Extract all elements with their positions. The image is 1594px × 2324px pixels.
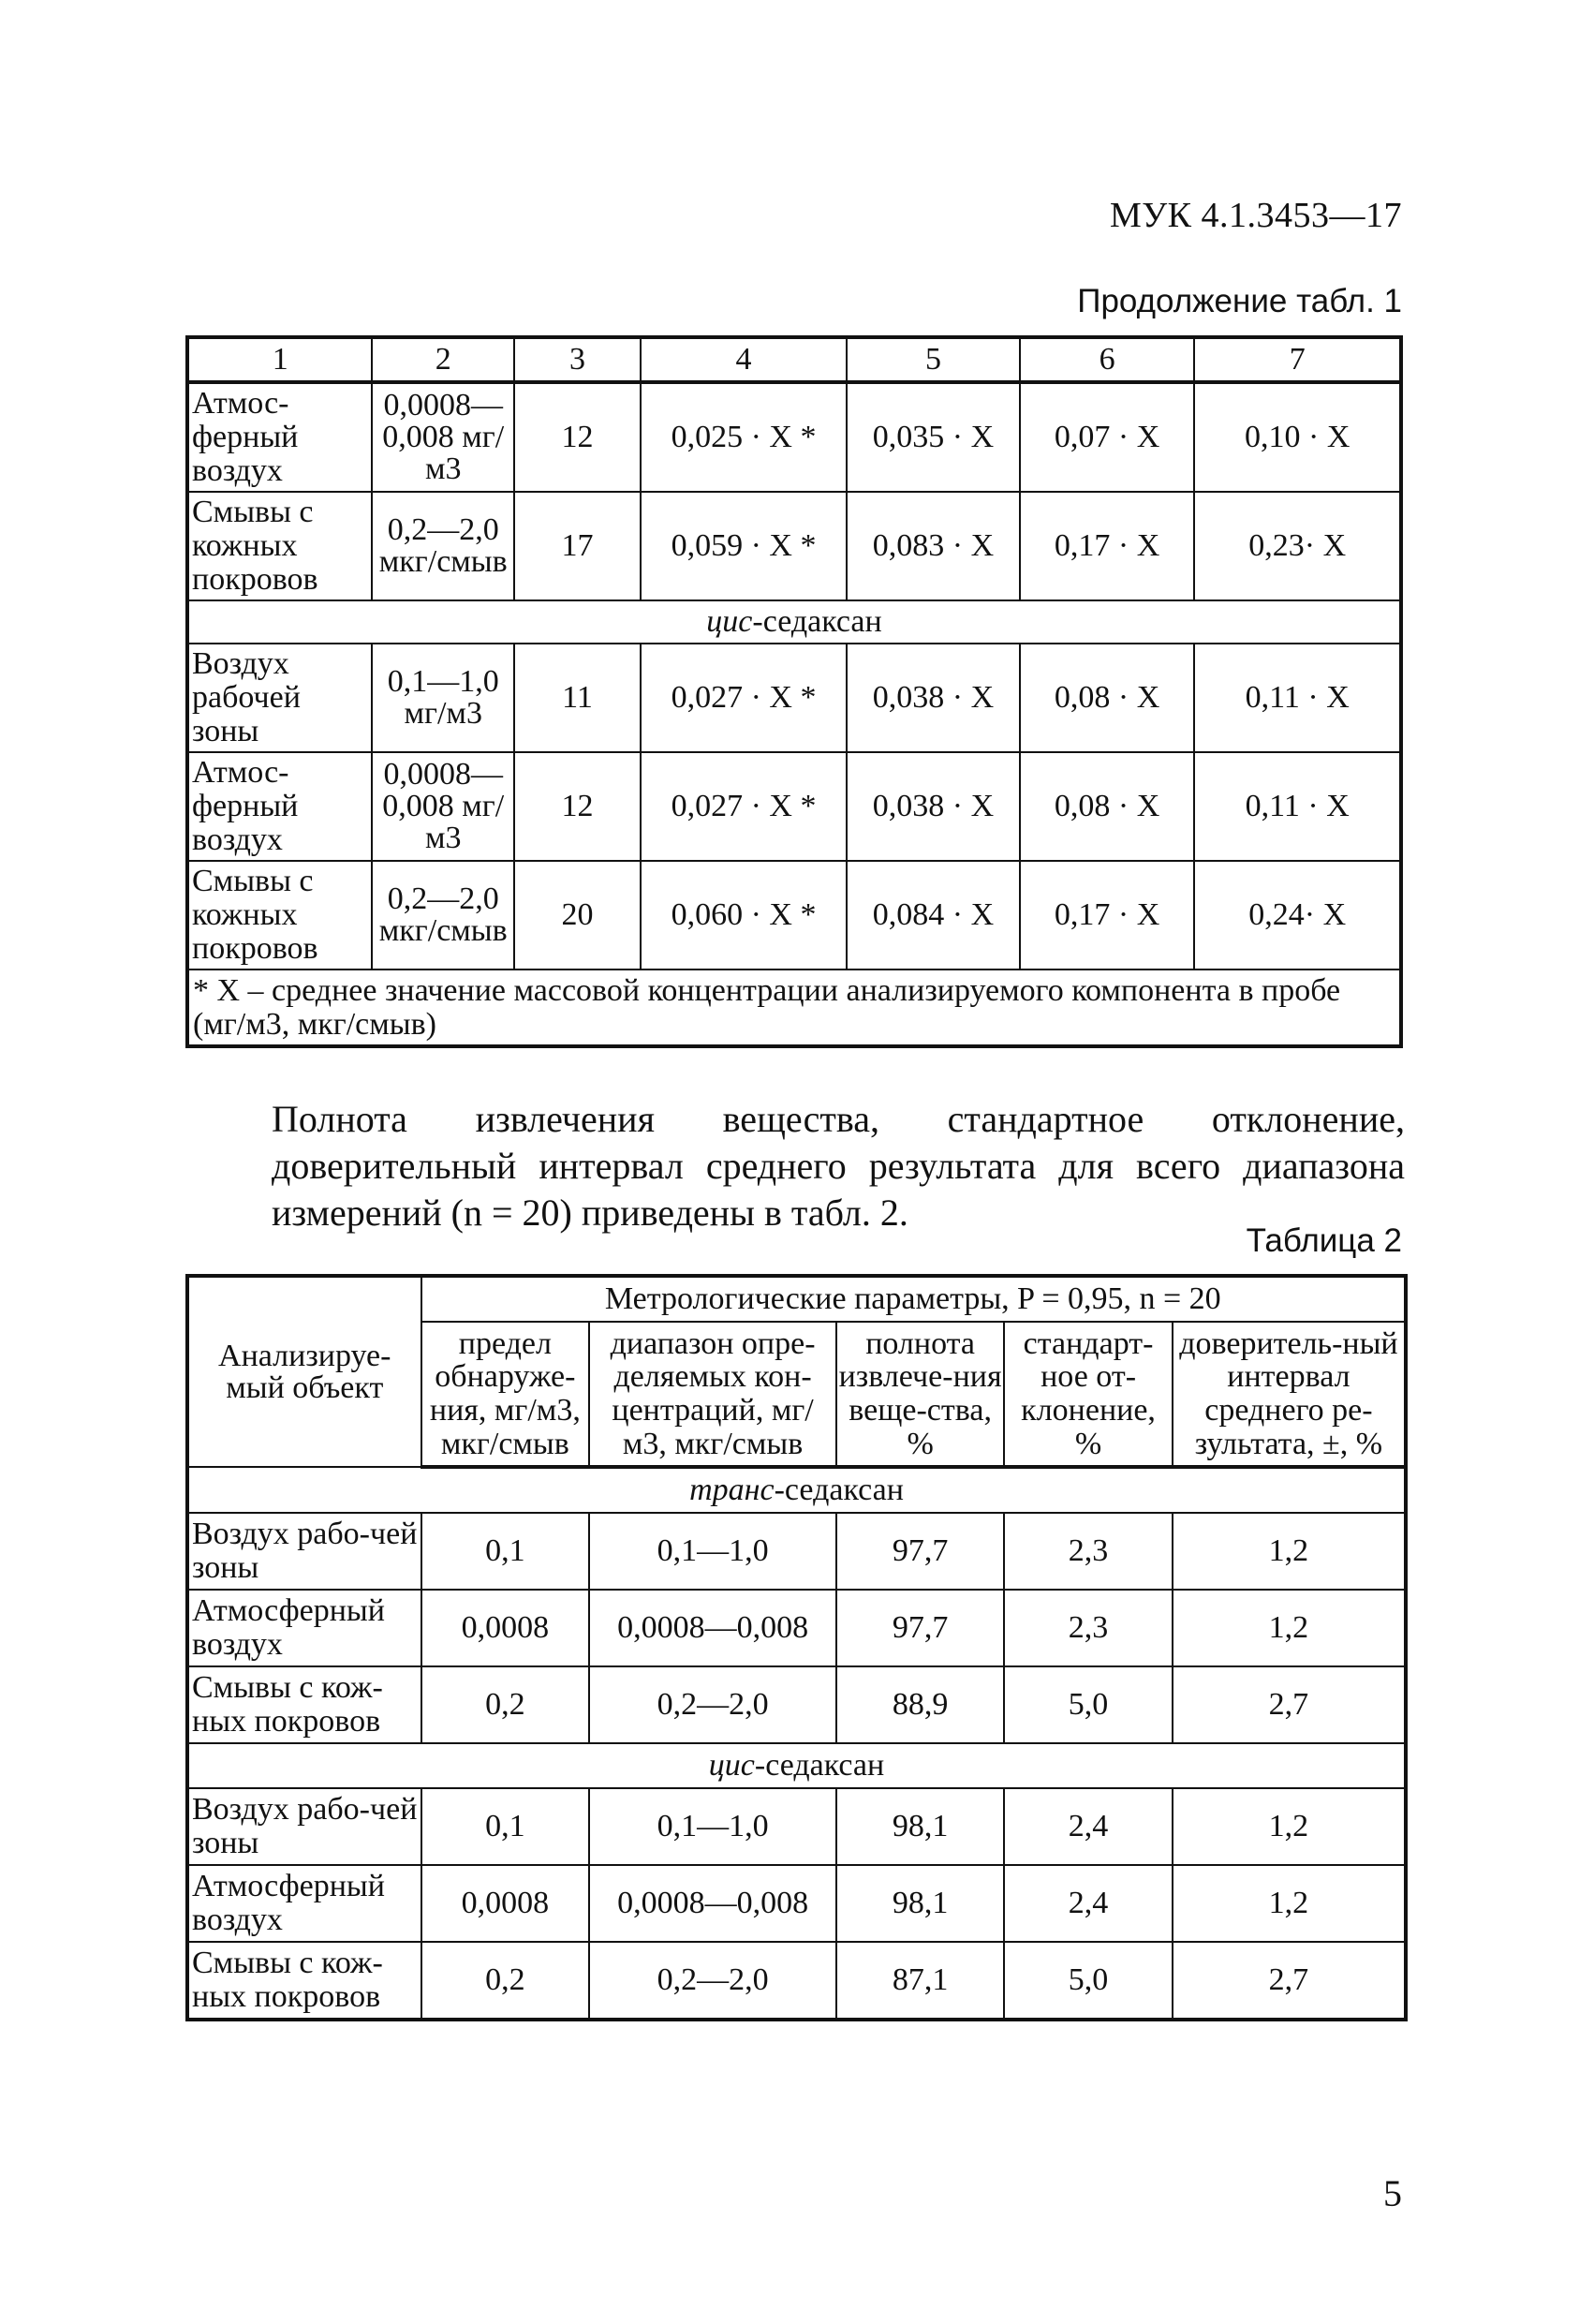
recovery-cell: 87,1 bbox=[836, 1942, 1004, 2020]
object-cell: Смывы с кожных покровов bbox=[187, 861, 372, 970]
sd-cell: 2,3 bbox=[1004, 1513, 1173, 1590]
table2-header-row bbox=[187, 1276, 1406, 1322]
table-row bbox=[187, 1865, 1406, 1942]
table-row bbox=[187, 1666, 1406, 1743]
range-cell: 0,1—1,0 bbox=[589, 1788, 836, 1865]
section-prefix: цис bbox=[708, 1748, 755, 1783]
lod-cell: 0,1 bbox=[421, 1788, 590, 1865]
n-cell: 20 bbox=[514, 861, 641, 970]
section-row-cis bbox=[187, 600, 1401, 644]
ci-cell: 1,2 bbox=[1173, 1590, 1406, 1666]
object-cell: Воздух рабочей зоны bbox=[187, 644, 372, 752]
section-suffix: -седаксан bbox=[774, 1473, 904, 1507]
object-cell: Смывы с кожных покровов bbox=[187, 492, 372, 600]
recovery-cell: 97,7 bbox=[836, 1590, 1004, 1666]
section-label bbox=[187, 1467, 1406, 1513]
section-label bbox=[187, 1743, 1406, 1788]
section-suffix: -седаксан bbox=[752, 604, 882, 639]
object-cell: Атмос-ферный воздух bbox=[187, 382, 372, 492]
lod-cell: 0,1 bbox=[421, 1513, 590, 1590]
col-number: 3 bbox=[514, 337, 641, 382]
table-row bbox=[187, 492, 1401, 600]
table1-footnote: * X – среднее значение массовой концентрации анализируемого компонента в пробе (мг/м3, мкг/смыв) bbox=[187, 970, 1401, 1046]
range-cell: 0,0008—0,008 bbox=[589, 1590, 836, 1666]
recovery-cell: 97,7 bbox=[836, 1513, 1004, 1590]
formula-cell: 0,10 · X bbox=[1194, 382, 1401, 492]
lod-cell: 0,2 bbox=[421, 1942, 590, 2020]
table-row bbox=[187, 1590, 1406, 1666]
col-number: 7 bbox=[1194, 337, 1401, 382]
object-cell: Атмосферный воздух bbox=[187, 1865, 421, 1942]
formula-cell: 0,060 · X * bbox=[641, 861, 847, 970]
formula-cell: 0,027 · X * bbox=[641, 752, 847, 861]
table-row bbox=[187, 382, 1401, 492]
col-object-header: Анализируе-мый объект bbox=[187, 1276, 421, 1467]
range-cell: 0,1—1,0 мг/м3 bbox=[372, 644, 514, 752]
formula-cell: 0,08 · X bbox=[1020, 644, 1195, 752]
n-cell: 11 bbox=[514, 644, 641, 752]
section-row-trans bbox=[187, 1467, 1406, 1513]
formula-cell: 0,038 · X bbox=[847, 644, 1020, 752]
col-number: 2 bbox=[372, 337, 514, 382]
lod-cell: 0,0008 bbox=[421, 1590, 590, 1666]
object-cell: Воздух рабо-чей зоны bbox=[187, 1788, 421, 1865]
formula-cell: 0,035 · X bbox=[847, 382, 1020, 492]
col-header: стандарт-ное от-клонение, % bbox=[1004, 1322, 1173, 1467]
section-label bbox=[187, 600, 1401, 644]
object-cell: Воздух рабо-чей зоны bbox=[187, 1513, 421, 1590]
table1-header-row bbox=[187, 337, 1401, 382]
table-2 bbox=[185, 1274, 1408, 2021]
range-cell: 0,0008—0,008 bbox=[589, 1865, 836, 1942]
lod-cell: 0,0008 bbox=[421, 1865, 590, 1942]
object-cell: Атмос-ферный воздух bbox=[187, 752, 372, 861]
ci-cell: 1,2 bbox=[1173, 1788, 1406, 1865]
col-number: 5 bbox=[847, 337, 1020, 382]
n-cell: 12 bbox=[514, 752, 641, 861]
formula-cell: 0,17 · X bbox=[1020, 861, 1195, 970]
ci-cell: 1,2 bbox=[1173, 1513, 1406, 1590]
recovery-cell: 98,1 bbox=[836, 1865, 1004, 1942]
col-number: 4 bbox=[641, 337, 847, 382]
formula-cell: 0,23· X bbox=[1194, 492, 1401, 600]
col-number: 6 bbox=[1020, 337, 1195, 382]
object-cell: Атмосферный воздух bbox=[187, 1590, 421, 1666]
table-1 bbox=[185, 335, 1403, 1048]
table2-caption: Таблица 2 bbox=[1246, 1222, 1402, 1259]
formula-cell: 0,11 · X bbox=[1194, 644, 1401, 752]
n-cell: 17 bbox=[514, 492, 641, 600]
n-cell: 12 bbox=[514, 382, 641, 492]
section-prefix: транс bbox=[689, 1473, 775, 1507]
col-header: полнота извлече-ния веще-ства, % bbox=[836, 1322, 1004, 1467]
col-number: 1 bbox=[187, 337, 372, 382]
document-code: МУК 4.1.3453—17 bbox=[1109, 196, 1402, 235]
range-cell: 0,2—2,0 bbox=[589, 1666, 836, 1743]
ci-cell: 2,7 bbox=[1173, 1666, 1406, 1743]
formula-cell: 0,083 · X bbox=[847, 492, 1020, 600]
section-prefix: цис bbox=[706, 604, 753, 639]
range-cell: 0,2—2,0 мкг/смыв bbox=[372, 861, 514, 970]
table-row bbox=[187, 1942, 1406, 2020]
table-row bbox=[187, 861, 1401, 970]
footnote-row bbox=[187, 970, 1401, 1046]
lod-cell: 0,2 bbox=[421, 1666, 590, 1743]
table1-caption: Продолжение табл. 1 bbox=[1077, 283, 1402, 319]
ci-cell: 2,7 bbox=[1173, 1942, 1406, 2020]
col-header: доверитель-ный интервал среднего ре-зультата, ±, % bbox=[1173, 1322, 1406, 1467]
table-row bbox=[187, 1788, 1406, 1865]
group-header: Метрологические параметры, P = 0,95, n = 20 bbox=[421, 1276, 1406, 1322]
formula-cell: 0,084 · X bbox=[847, 861, 1020, 970]
ci-cell: 1,2 bbox=[1173, 1865, 1406, 1942]
section-suffix: -седаксан bbox=[754, 1748, 885, 1783]
formula-cell: 0,17 · X bbox=[1020, 492, 1195, 600]
formula-cell: 0,027 · X * bbox=[641, 644, 847, 752]
formula-cell: 0,24· X bbox=[1194, 861, 1401, 970]
table-row bbox=[187, 752, 1401, 861]
formula-cell: 0,11 · X bbox=[1194, 752, 1401, 861]
formula-cell: 0,07 · X bbox=[1020, 382, 1195, 492]
section-row-cis bbox=[187, 1743, 1406, 1788]
col-header: предел обнаруже-ния, мг/м3, мкг/смыв bbox=[421, 1322, 590, 1467]
recovery-cell: 88,9 bbox=[836, 1666, 1004, 1743]
sd-cell: 2,3 bbox=[1004, 1590, 1173, 1666]
range-cell: 0,0008—0,008 мг/м3 bbox=[372, 382, 514, 492]
table-row bbox=[187, 644, 1401, 752]
formula-cell: 0,038 · X bbox=[847, 752, 1020, 861]
body-paragraph: Полнота извлечения вещества, стандартное отклонение, доверительный интервал среднего результата для всего диапазона измерений (n = 20) приведены в табл. 2. bbox=[272, 1098, 1405, 1234]
formula-cell: 0,059 · X * bbox=[641, 492, 847, 600]
sd-cell: 2,4 bbox=[1004, 1865, 1173, 1942]
object-cell: Смывы с кож-ных покровов bbox=[187, 1942, 421, 2020]
sd-cell: 5,0 bbox=[1004, 1666, 1173, 1743]
range-cell: 0,2—2,0 мкг/смыв bbox=[372, 492, 514, 600]
sd-cell: 5,0 bbox=[1004, 1942, 1173, 2020]
range-cell: 0,0008—0,008 мг/м3 bbox=[372, 752, 514, 861]
range-cell: 0,2—2,0 bbox=[589, 1942, 836, 2020]
object-cell: Смывы с кож-ных покровов bbox=[187, 1666, 421, 1743]
page-number: 5 bbox=[1383, 2172, 1402, 2214]
formula-cell: 0,025 · X * bbox=[641, 382, 847, 492]
col-header: диапазон опре-деляемых кон-центраций, мг/м3, мкг/смыв bbox=[589, 1322, 836, 1467]
formula-cell: 0,08 · X bbox=[1020, 752, 1195, 861]
recovery-cell: 98,1 bbox=[836, 1788, 1004, 1865]
sd-cell: 2,4 bbox=[1004, 1788, 1173, 1865]
table-row bbox=[187, 1513, 1406, 1590]
range-cell: 0,1—1,0 bbox=[589, 1513, 836, 1590]
